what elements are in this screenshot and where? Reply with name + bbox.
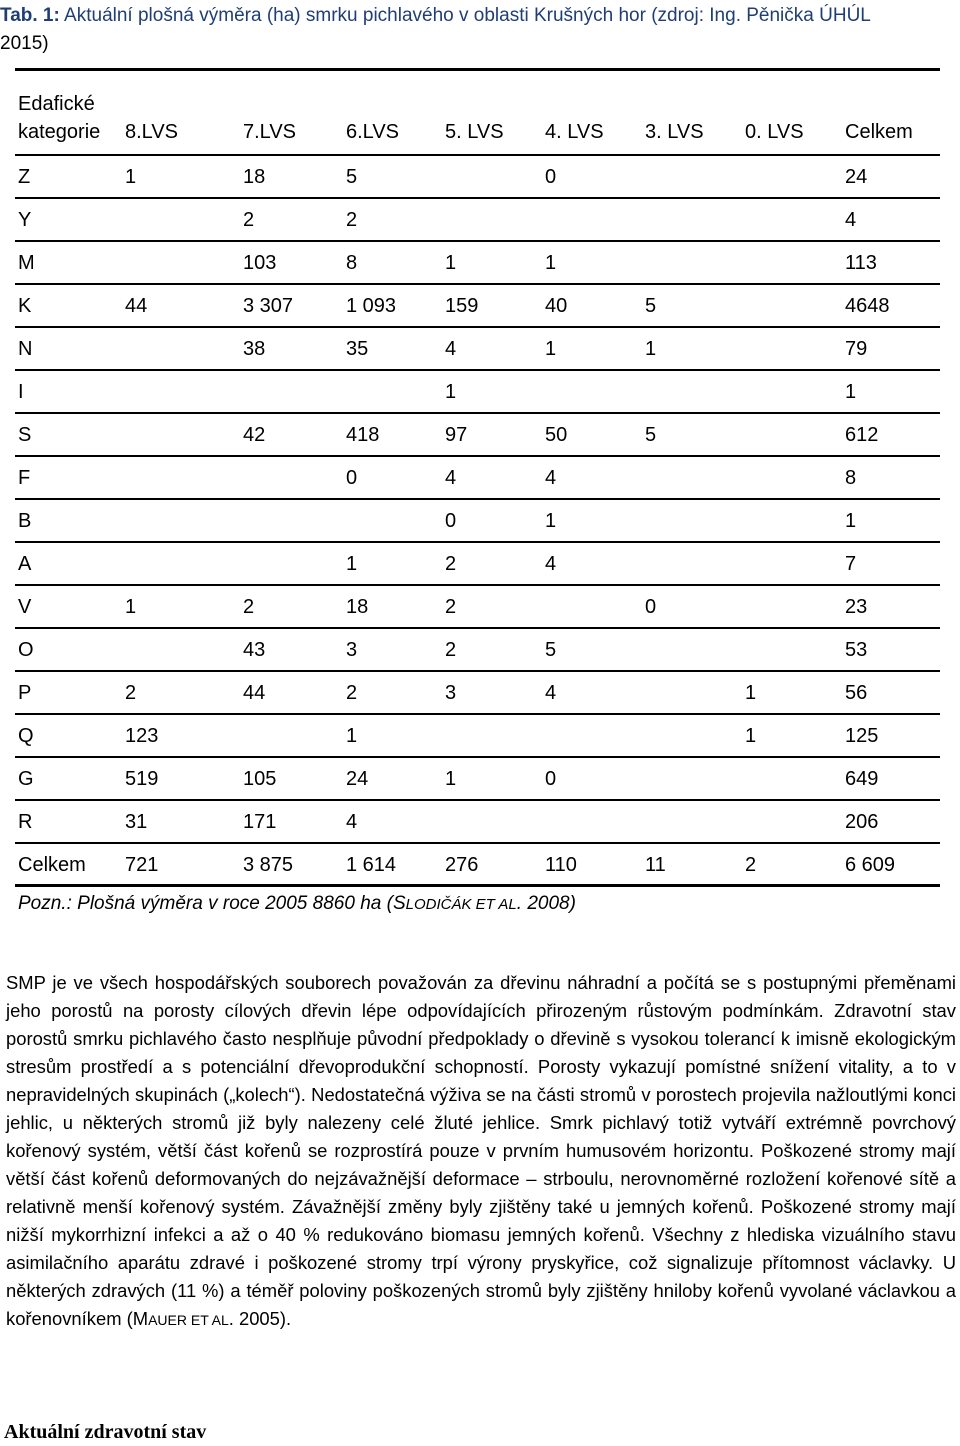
row-label-cell: I <box>18 381 24 403</box>
table-cell: 3 <box>445 682 457 704</box>
table-cell: 0 <box>645 596 657 618</box>
table-cell: 97 <box>445 424 468 446</box>
table-cell: 31 <box>125 811 148 833</box>
table-row <box>0 629 940 672</box>
table-cell: 18 <box>243 166 266 188</box>
table-cell: 1 <box>445 381 457 403</box>
table-row <box>0 500 940 543</box>
header-cell: 5. LVS <box>445 121 504 143</box>
table-row <box>0 801 940 844</box>
table-cell: 1 <box>346 725 358 747</box>
header-cell: 4. LVS <box>545 121 604 143</box>
paragraph-text: SMP je ve všech hospodářských souborech považován za dřevinu náhradní a počítá se s postupnými přeměnami jeho porostů na porosty cílových dřevin lépe odpovídajících přirozeným růstovým podmínkám. Zdravotní stav porostů smrku pichlavého často nesplňuje původní předpoklady o dřevině s vysokou tolerancí k imisně ekologickým stresům prostředí a s potenciální dřevoprodukční schopností. Porosty vykazují pomístné snížení vitality, a to v nepravidelných skupinách („kolech“). Nedostatečná výživa se na části stromů v porostech projevila nažloutlými konci jehlic, u některých stromů již byly nalezeny celé žluté jehlice. Smrk pichlavý totiž vytváří extrémně povrchový kořenový systém, větší část kořenů se rozprostírá pouze v prvním humusovém horizontu. Poškozené stromy mají větší část kořenů deformovaných do nejzávažnější deformace – strboulu, nerovnoměrné rozložení kořenové sítě a relativně menší kořenový systém. Závažnější změny byly zjištěny také u jemných kořenů. Poškozené stromy mají nižší mykorrhizní infekci a až o 40 % redukováno biomasu jemných kořenů. Všechny z hlediska vizuálního stavu asimilačního aparátu zdravé i poškozené stromy trpí výrony pryskyřice, což signalizuje přítomnost václavky. U některých zdravých (11 %) a téměř poloviny poškozených stromů byly zjištěny hniloby kořenů vyvolané václavkou a kořenovníkem ( <box>6 972 956 1329</box>
table-row <box>0 371 940 414</box>
table-cell: 4 <box>545 467 557 489</box>
header-cell: 3. LVS <box>645 121 704 143</box>
table-cell: 11 <box>645 854 666 876</box>
row-label-cell: N <box>18 338 33 360</box>
row-label-cell: P <box>18 682 32 704</box>
table-row <box>0 199 940 242</box>
row-label-cell: O <box>18 639 34 661</box>
table-cell: 2 <box>445 596 457 618</box>
table-cell: 125 <box>845 725 879 747</box>
header-cell: 7.LVS <box>243 121 296 143</box>
table-cell: 171 <box>243 811 277 833</box>
table-cell: 79 <box>845 338 868 360</box>
table-cell: 123 <box>125 725 159 747</box>
table-row <box>0 586 940 629</box>
table-cell: 23 <box>845 596 868 618</box>
table-cell: 103 <box>243 252 277 274</box>
table-cell: 0 <box>346 467 358 489</box>
table-cell: 2 <box>346 682 358 704</box>
table-row <box>0 672 940 715</box>
table-cell: 1 <box>445 768 457 790</box>
caption-label: Tab. 1: <box>0 5 60 26</box>
table-cell: 1 <box>545 510 557 532</box>
row-label-cell: G <box>18 768 34 790</box>
section-heading: Aktuální zdravotní stav <box>4 1421 207 1443</box>
caption-text: Aktuální plošná výměra (ha) smrku pichlavého v oblasti Krušných hor (zdroj: Ing. Pěnička ÚHÚL <box>59 5 871 26</box>
table-cell: 1 <box>645 338 657 360</box>
table-cell: 3 <box>346 639 358 661</box>
table-cell: 206 <box>845 811 879 833</box>
table-row <box>0 285 940 328</box>
table-cell: 4648 <box>845 295 890 317</box>
citation-initial: M <box>132 1308 149 1329</box>
table-cell: 43 <box>243 639 266 661</box>
table-cell: 0 <box>445 510 457 532</box>
citation-rest: AUER ET AL <box>148 1312 229 1328</box>
table-row <box>0 758 940 801</box>
table-cell: 649 <box>845 768 879 790</box>
table-cell: 0 <box>545 166 557 188</box>
table-row <box>0 844 940 887</box>
note-author-initial: S <box>392 893 406 914</box>
table-note <box>18 890 576 919</box>
row-label-cell: M <box>18 252 35 274</box>
table-cell: 159 <box>445 295 479 317</box>
header-cell: Celkem <box>845 121 913 143</box>
table-cell: 40 <box>545 295 568 317</box>
table-cell: 105 <box>243 768 277 790</box>
row-label-cell: Celkem <box>18 854 86 876</box>
row-rule <box>15 884 940 887</box>
table-cell: 2 <box>243 209 255 231</box>
table-cell: 4 <box>445 467 457 489</box>
row-label-cell: V <box>18 596 32 618</box>
table-cell: 0 <box>545 768 557 790</box>
table-cell: 1 <box>745 725 757 747</box>
table-cell: 18 <box>346 596 369 618</box>
table-cell: 3 875 <box>243 854 294 876</box>
table-cell: 6 609 <box>845 854 896 876</box>
table-row <box>0 414 940 457</box>
table-cell: 4 <box>346 811 358 833</box>
table-cell: 4 <box>445 338 457 360</box>
row-label-cell: K <box>18 295 32 317</box>
table-cell: 35 <box>346 338 369 360</box>
table-cell: 1 <box>845 510 857 532</box>
table-cell: 2 <box>243 596 255 618</box>
table-cell: 2 <box>346 209 358 231</box>
row-label-cell: S <box>18 424 32 446</box>
table-cell: 53 <box>845 639 868 661</box>
table-top-rule <box>15 68 940 71</box>
table-cell: 2 <box>445 639 457 661</box>
table-cell: 418 <box>346 424 380 446</box>
table-cell: 1 <box>445 252 457 274</box>
table-cell: 1 <box>545 338 557 360</box>
table-cell: 4 <box>845 209 857 231</box>
note-prefix: Pozn.: Plošná výměra v roce 2005 8860 ha ( <box>18 893 393 914</box>
table-row <box>0 328 940 371</box>
table-row <box>0 242 940 285</box>
table-cell: 4 <box>545 553 557 575</box>
body-paragraph <box>6 969 956 1334</box>
table-cell: 276 <box>445 854 479 876</box>
table-cell: 1 <box>845 381 857 403</box>
table-cell: 612 <box>845 424 879 446</box>
table-cell: 1 614 <box>346 854 397 876</box>
table-cell: 44 <box>243 682 266 704</box>
table-cell: 42 <box>243 424 266 446</box>
table-cell: 8 <box>346 252 358 274</box>
row-label-cell: Z <box>18 166 31 188</box>
row-label-cell: B <box>18 510 32 532</box>
table-cell: 1 <box>346 553 358 575</box>
table-header-row <box>0 86 940 156</box>
table-cell: 1 <box>125 596 137 618</box>
table-cell: 1 <box>745 682 757 704</box>
table-cell: 38 <box>243 338 266 360</box>
table-cell: 56 <box>845 682 868 704</box>
row-label-cell: Y <box>18 209 32 231</box>
caption-text-continued: 2015) <box>0 33 49 54</box>
note-suffix: . 2008) <box>516 893 576 914</box>
table-cell: 24 <box>845 166 868 188</box>
table-cell: 44 <box>125 295 148 317</box>
table-cell: 721 <box>125 854 159 876</box>
table-row <box>0 543 940 586</box>
table-cell: 110 <box>545 854 577 876</box>
header-cell: 0. LVS <box>745 121 804 143</box>
header-cell: kategorie <box>18 121 101 143</box>
row-label-cell: F <box>18 467 31 489</box>
table-cell: 1 093 <box>346 295 397 317</box>
table-cell: 7 <box>845 553 857 575</box>
table-row <box>0 457 940 500</box>
table-cell: 1 <box>125 166 137 188</box>
table-cell: 5 <box>645 295 657 317</box>
table-cell: 50 <box>545 424 568 446</box>
note-author-rest: LODIČÁK ET AL <box>405 896 517 913</box>
table-cell: 3 307 <box>243 295 294 317</box>
table-cell: 5 <box>645 424 657 446</box>
table-cell: 519 <box>125 768 159 790</box>
header-cell: Edafické <box>18 93 95 115</box>
row-label-cell: R <box>18 811 33 833</box>
table-cell: 113 <box>845 252 877 274</box>
citation-suffix: . 2005). <box>228 1308 292 1329</box>
table-caption <box>0 2 950 58</box>
row-label-cell: A <box>18 553 32 575</box>
row-label-cell: Q <box>18 725 34 747</box>
header-cell: 8.LVS <box>125 121 178 143</box>
table-cell: 2 <box>125 682 137 704</box>
table-cell: 4 <box>545 682 557 704</box>
table-cell: 5 <box>346 166 358 188</box>
table-cell: 5 <box>545 639 557 661</box>
table-cell: 8 <box>845 467 857 489</box>
table-cell: 24 <box>346 768 369 790</box>
table-cell: 1 <box>545 252 557 274</box>
table-cell: 2 <box>445 553 457 575</box>
table-row <box>0 156 940 199</box>
table-cell: 2 <box>745 854 757 876</box>
table-row <box>0 715 940 758</box>
header-cell: 6.LVS <box>346 121 399 143</box>
